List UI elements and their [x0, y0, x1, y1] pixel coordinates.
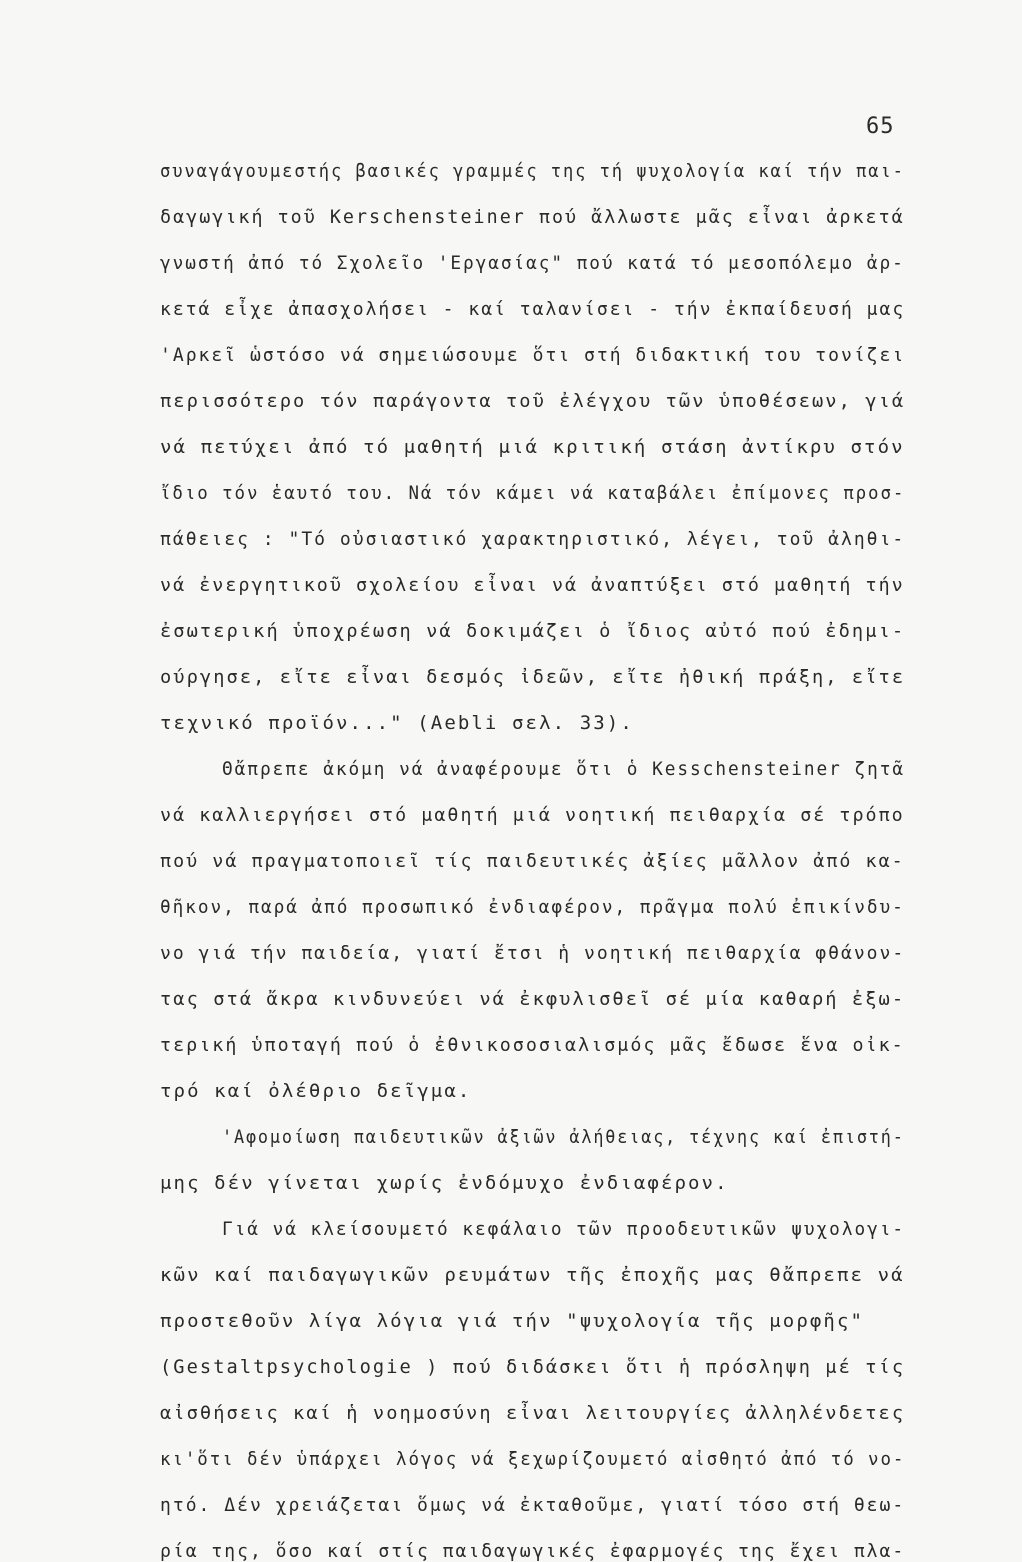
- text-line: (Gestaltpsychologie ) πού διδάσκει ὅτι ἡ πρόσληψη μέ τίς: [160, 1356, 906, 1378]
- text-line: Γιά νά κλείσουμετό κεφάλαιο τῶν προοδευτικῶν ψυχολογι-: [222, 1218, 906, 1240]
- text-line: γνωστή ἀπό τό Σχολεῖο 'Εργασίας" πού κατά τό μεσοπόλεμο ἀρ-: [160, 252, 905, 274]
- text-line: κῶν καί παιδαγωγικῶν ρευμάτων τῆς ἐποχῆς μας θἄπρεπε νά: [160, 1264, 905, 1286]
- text-line: νά καλλιεργήσει στό μαθητή μιά νοητική πειθαρχία σέ τρόπο: [160, 804, 905, 826]
- text-line: συναγάγουμεστής βασικές γραμμές της τή ψυχολογία καί τήν παι-: [160, 160, 905, 182]
- text-line: αἰσθήσεις καί ἡ νοημοσύνη εἶναι λειτουργίες ἀλληλένδετες: [160, 1402, 906, 1424]
- text-line: τας στά ἄκρα κινδυνεύει νά ἐκφυλισθεῖ σέ μία καθαρή ἐξω-: [160, 988, 906, 1010]
- text-line: τερική ὑποταγή πού ὁ ἐθνικοσοσιαλισμός μᾶς ἔδωσε ἕνα οἰκ-: [160, 1034, 905, 1056]
- page-number: 65: [866, 114, 895, 139]
- text-line: ητό. Δέν χρειάζεται ὅμως νά ἐκταθοῦμε, γιατί τόσο στή θεω-: [160, 1494, 906, 1516]
- text-line: θῆκον, παρά ἀπό προσωπικό ἐνδιαφέρον, πρᾶγμα πολύ ἐπικίνδυ-: [160, 896, 905, 918]
- text-line: νο γιά τήν παιδεία, γιατί ἔτσι ἡ νοητική πειθαρχία φθάνον-: [160, 942, 906, 964]
- text-line: ούργησε, εἴτε εἶναι δεσμός ἰδεῶν, εἴτε ἠθική πράξη, εἴτε: [160, 666, 906, 688]
- text-line: 'Αφομοίωση παιδευτικῶν ἀξιῶν ἀλήθειας, τέχνης καί ἐπιστή-: [222, 1126, 905, 1148]
- text-line: προστεθοῦν λίγα λόγια γιά τήν "ψυχολογία τῆς μορφῆς": [160, 1310, 865, 1332]
- text-line: μης δέν γίνεται χωρίς ἐνδόμυχο ἐνδιαφέρον.: [160, 1172, 729, 1194]
- text-line: νά ἐνεργητικοῦ σχολείου εἶναι νά ἀναπτύξει στό μαθητή τήν: [160, 574, 905, 596]
- text-line: τρό καί ὀλέθριο δεῖγμα.: [160, 1080, 472, 1102]
- text-line: τεχνικό προϊόν..." (Aebli σελ. 33).: [160, 712, 634, 734]
- text-line: ρία της, ὅσο καί στίς παιδαγωγικές ἐφαρμογές της ἔχει πλα-: [160, 1540, 906, 1562]
- text-line: Θἄπρεπε ἀκόμη νά ἀναφέρουμε ὅτι ὁ Kesschensteiner ζητᾶ: [222, 758, 906, 780]
- text-line: πού νά πραγματοποιεῖ τίς παιδευτικές ἀξίες μᾶλλον ἀπό κα-: [160, 850, 905, 872]
- text-line: περισσότερο τόν παράγοντα τοῦ ἐλέγχου τῶν ὑποθέσεων, γιά: [160, 390, 906, 412]
- text-line: ἴδιο τόν ἑαυτό του. Νά τόν κάμει νά καταβάλει ἐπίμονες προσ-: [160, 482, 906, 504]
- text-line: δαγωγική τοῦ Kerschensteiner πού ἄλλωστε μᾶς εἶναι ἀρκετά: [160, 206, 905, 228]
- text-line: νά πετύχει ἀπό τό μαθητή μιά κριτική στάση ἀντίκρυ στόν: [160, 436, 905, 458]
- text-line: 'Αρκεῖ ὡστόσο νά σημειώσουμε ὅτι στή διδακτική του τονίζει: [160, 344, 906, 366]
- text-line: κι'ὅτι δέν ὑπάρχει λόγος νά ξεχωρίζουμετό αἰσθητό ἀπό τό νο-: [160, 1448, 906, 1470]
- text-line: ἐσωτερική ὑποχρέωση νά δοκιμάζει ὁ ἴδιος αὐτό πού ἐδημι-: [160, 620, 906, 642]
- text-line: κετά εἶχε ἀπασχολήσει - καί ταλανίσει - τήν ἐκπαίδευσή μας: [160, 298, 906, 320]
- text-line: πάθειες : "Τό οὐσιαστικό χαρακτηριστικό, λέγει, τοῦ ἀληθι-: [160, 528, 906, 550]
